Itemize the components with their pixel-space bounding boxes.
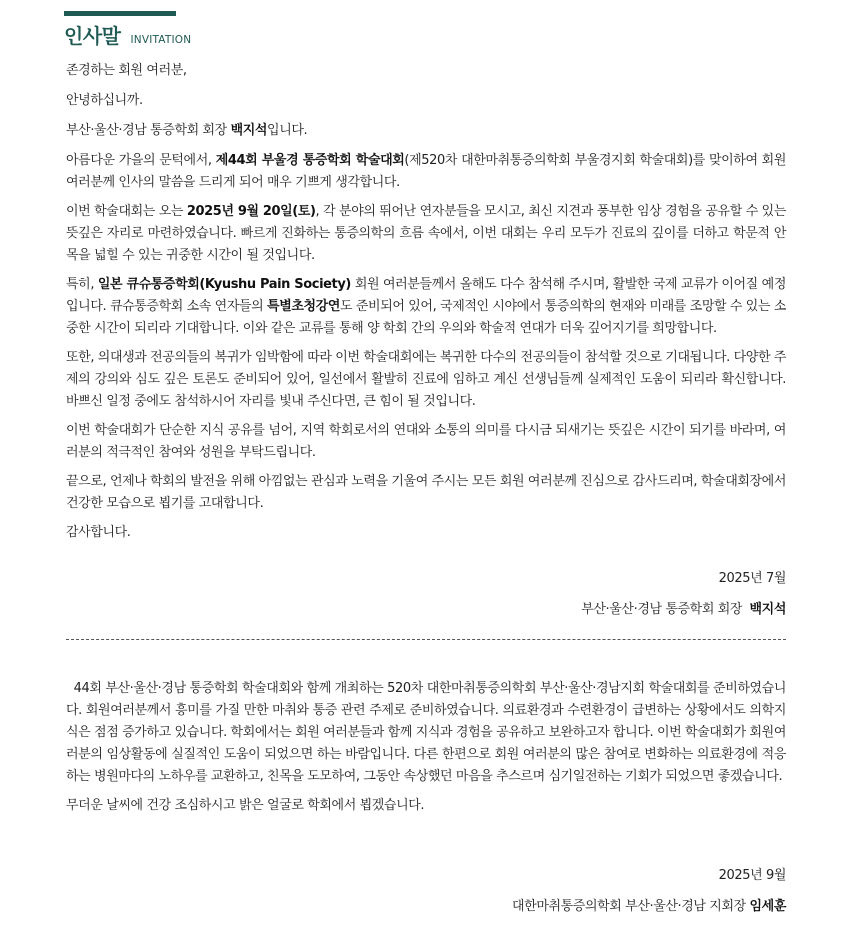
paragraph-6: 끝으로, 언제나 학회의 발전을 위해 아낌없는 관심과 노력을 기울여 주시는 모든 회원 여러분께 진심으로 감사드리며, 학술대회장에서 건강한 모습으로 뵙기를 고대합니다.: [66, 474, 786, 511]
letter-1-date: 2025년 7월: [718, 571, 786, 586]
intro-paragraph: [66, 120, 786, 142]
greeting-line-2: 안녕하십니까.: [66, 93, 143, 108]
letter-branch-chair: [66, 678, 786, 824]
signature-name: 임세훈: [749, 899, 786, 914]
dashed-divider: [66, 639, 786, 640]
paragraph-1-text: 아름다운 가을의 문턱에서,: [66, 153, 216, 168]
paragraph-1: [66, 150, 786, 194]
event-name: 제44회 부울경 통증학회 학술대회: [215, 153, 405, 168]
paragraph-3-text-mid: 회원 여러분들께서 올해도 다수 참석해 주시며, 활발한 국제 교류가 이어질 예정입니다. 큐슈통증학회 소속 연자들의: [66, 277, 786, 314]
paragraph-7: [66, 678, 786, 788]
letter-1-signature: [581, 598, 786, 617]
event-date: 2025년 9월 20일(토): [186, 204, 316, 219]
intro-name: 백지석: [230, 123, 268, 138]
paragraph-5: 이번 학술대회가 단순한 지식 공유를 넘어, 지역 학회로서의 연대와 소통의 의미를 다시금 되새기는 뜻깊은 시간이 되기를 바라며, 여러분의 적극적인 참여와 성원을 부탁드립니다.: [66, 423, 786, 460]
section-heading: [64, 20, 191, 49]
signature-name: 백지석: [749, 602, 786, 617]
paragraph-2-text: 이번 학술대회는 오는: [66, 204, 187, 219]
heading-title: 인사말: [64, 24, 121, 48]
signature-title: 부산·울산·경남 통증학회 회장: [581, 602, 743, 617]
paragraph-7-text: 44회 부산·울산·경남 통증학회 학술대회와 함께 개최하는 520차 대한마취통증의학회 부산·울산·경남지회 학술대회를 준비하였습니다. 회원여러분께서 흥미를 가질 만한 마취와 통증 관련 주제로 준비하였습니다. 의료환경과 수련환경이 급변하는 상황에서도 의학지식은 점점 증가하고 있습니다. 학회에서는 회원 여러분들과 함께 지식과 경험을 공유하고 보완하고자 합니다. 이번 학술대회가 회원여러분의 임상활동에 실질적인 도움이 되었으면 하는 바람입니다. 다른 한편으로 회원 여러분의 많은 참여로 변화하는 의료환경에 적응하는 병원마다의 노하우를 교환하고, 친목을 도모하여, 그동안 속상했던 마음을 추스르며 심기일전하는 기회가 되었으면 좋겠습니다.: [66, 681, 786, 784]
heading-subtitle: INVITATION: [130, 34, 192, 46]
letter-president: [66, 60, 786, 551]
paragraph-2-text-end: , 각 분야의 뛰어난 연자분들을 모시고, 최신 지견과 풍부한 임상 경험을 공유할 수 있는 뜻깊은 자리로 마련하였습니다. 빠르게 진화하는 통증의학의 흐름 속에서, 이번 대회는 우리 모두가 진료의 깊이를 더하고 학문적 안목을 넓힐 수 있는 귀중한 시간이 될 것입니다.: [66, 204, 786, 263]
paragraph-3-text-end: 도 준비되어 있어, 국제적인 시야에서 통증의학의 현재와 미래를 조망할 수 있는 소중한 시간이 되리라 기대합니다. 이와 같은 교류를 통해 양 학회 간의 우의와 학술적 연대가 더욱 깊어지기를 희망합니다.: [66, 299, 787, 336]
paragraph-3-text: 특히,: [66, 277, 98, 292]
paragraph-4: 또한, 의대생과 전공의들의 복귀가 임박함에 따라 이번 학술대회에는 복귀한 다수의 전공의들이 참석할 것으로 기대됩니다. 다양한 주제의 강의와 심도 깊은 토론도 준비되어 있어, 일선에서 활발히 진료에 임하고 계신 선생님들께 실제적인 도움이 되리라 확신합니다. 바쁘신 일정 중에도 참석하시어 자리를 빛내 주신다면, 큰 힘이 될 것입니다.: [66, 350, 786, 409]
intro-text: 부산·울산·경남 통증학회 회장: [66, 123, 231, 138]
paragraph-1-text-end: (제520차 대한마취통증의학회 부울경지회 학술대회)를 맞이하여 회원 여러분께 인사의 말씀을 드리게 되어 매우 기쁘게 생각합니다.: [66, 153, 786, 190]
letter-2-date: 2025년 9월: [718, 868, 786, 883]
heading-accent-bar: [64, 11, 176, 16]
closing-line: 감사합니다.: [66, 525, 131, 540]
paragraph-8: 무더운 날씨에 건강 조심하시고 밝은 얼굴로 학회에서 뵙겠습니다.: [66, 798, 425, 813]
special-lecture: 특별초청강연: [267, 299, 340, 314]
signature-title: 대한마취통증의학회 부산·울산·경남 지회장: [512, 899, 746, 914]
greeting-line-1: 존경하는 회원 여러분,: [66, 63, 187, 78]
paragraph-2: [66, 201, 786, 267]
letter-2-signature: [512, 895, 786, 914]
paragraph-3: [66, 274, 786, 340]
guest-society: 일본 큐슈통증학회(Kyushu Pain Society): [97, 277, 351, 292]
intro-text-end: 입니다.: [267, 123, 308, 138]
